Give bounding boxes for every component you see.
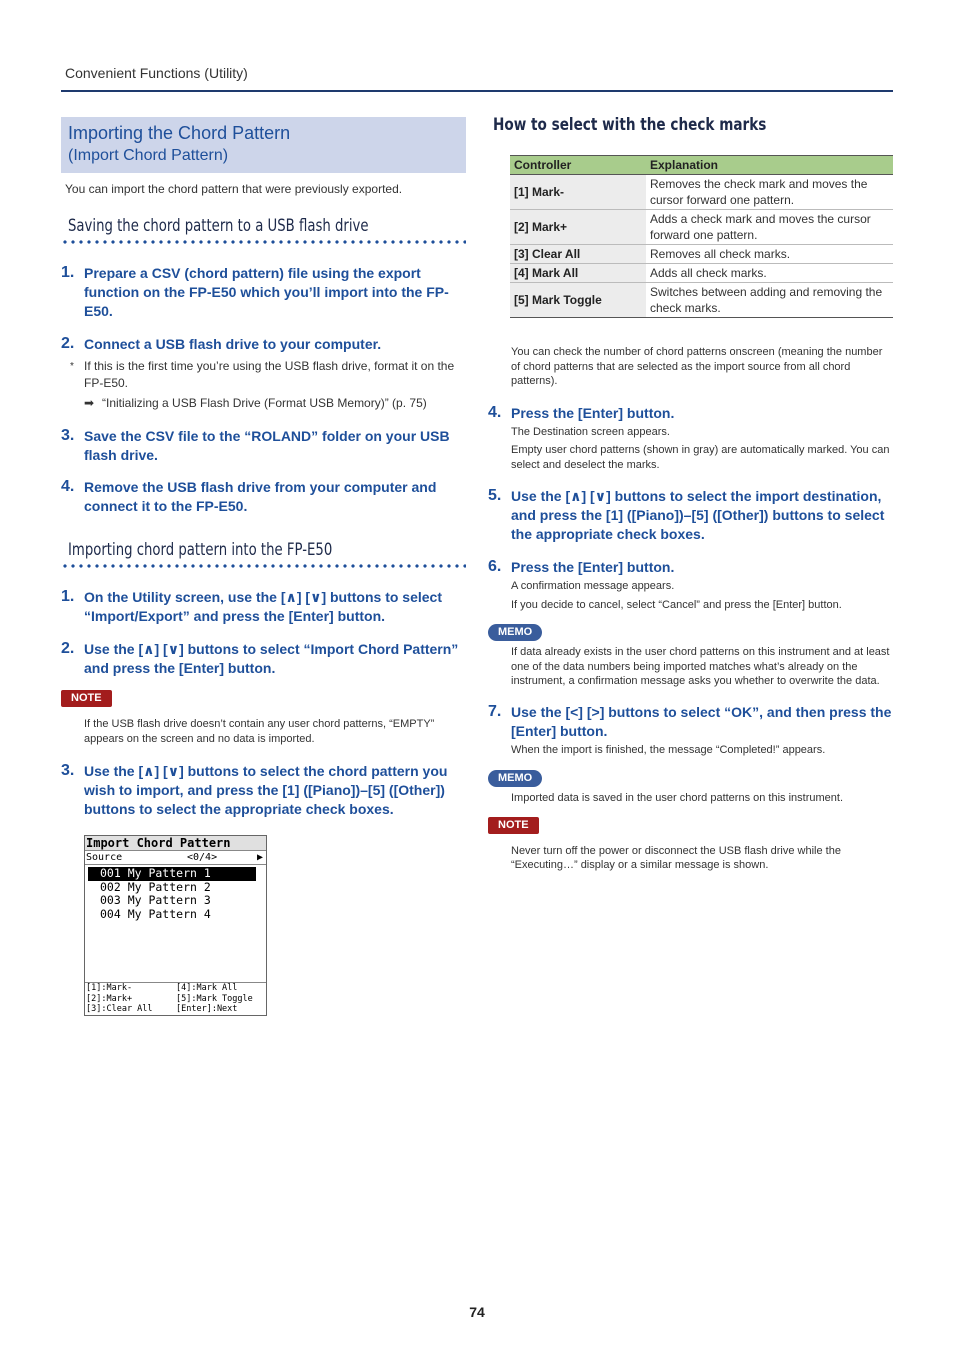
table-row xyxy=(510,264,893,283)
lcd-pattern-item: 001 My Pattern 1 xyxy=(88,867,256,881)
saving-step-2 xyxy=(61,335,466,354)
import-step-2 xyxy=(61,640,466,678)
step-text: Use the [<] [>] buttons to select “OK”, and then press the [Enter] button. xyxy=(511,703,892,739)
lcd-footer-item: [4]:Mark All xyxy=(176,983,238,993)
import-step-4 xyxy=(488,404,893,423)
table-cell-controller: [5] Mark Toggle xyxy=(510,283,646,318)
memo-text-1: If data already exists in the user chord patterns on this instrument and at least one of the data numbers being imported matches what’s already on the instrument, a confirmation message asks you whether to overwrite the data. xyxy=(511,646,890,687)
step-6-detail-1: A confirmation message appears. xyxy=(511,580,675,592)
step-number: 7. xyxy=(488,702,502,720)
table-header-row xyxy=(510,156,893,175)
controller-table xyxy=(510,155,893,318)
triangle-right-icon: ▶ xyxy=(256,852,263,863)
step-text: Use the [∧] [∨] buttons to select the chord pattern you wish to import, and press the [1] ([Piano])–[5] ([Other]) buttons to select the appropriate check boxes. xyxy=(84,763,448,817)
note-text-right: Never turn off the power or disconnect the USB flash drive while the “Executing…” display or a similar message is shown. xyxy=(511,844,841,871)
asterisk-mark: * xyxy=(70,361,74,372)
note-block-left xyxy=(61,688,466,707)
table-cell-controller: [3] Clear All xyxy=(510,245,646,264)
lcd-source-label: Source xyxy=(86,852,123,863)
lcd-footer-item: [5]:Mark Toggle xyxy=(176,993,253,1004)
step-number: 1. xyxy=(61,588,75,605)
step-number: 1. xyxy=(61,264,75,281)
import-step-5 xyxy=(488,487,893,544)
step-number: 5. xyxy=(488,487,502,504)
running-header: Convenient Functions (Utility) xyxy=(65,65,248,81)
page-number: 74 xyxy=(469,1304,485,1320)
memo-badge: MEMO xyxy=(488,770,542,787)
dotted-rule xyxy=(61,240,466,244)
format-bullet xyxy=(61,358,466,392)
step-number: 4. xyxy=(488,403,502,421)
step-text: Save the CSV file to the “ROLAND” folder on your USB flash drive. xyxy=(84,428,450,463)
step-text: Press the [Enter] button. xyxy=(511,404,675,421)
table-cell-explanation: Adds all check marks. xyxy=(646,264,893,283)
step-number: 3. xyxy=(61,762,75,779)
step-text: Connect a USB flash drive to your computer. xyxy=(84,336,382,352)
lcd-footer-item: [Enter]:Next xyxy=(176,1004,238,1014)
lcd-footer-item: [3]:Clear All xyxy=(86,1004,153,1014)
chapter-subtitle: (Import Chord Pattern) xyxy=(68,147,229,164)
table-cell-explanation: Removes the check mark and moves the cursor forward one pattern. xyxy=(646,175,893,210)
import-step-1 xyxy=(61,588,466,626)
section-title-check-marks: How to select with the check marks xyxy=(493,115,767,135)
note-text: If the USB flash drive doesn’t contain any user chord patterns, “EMPTY” appears on the screen and no data is imported. xyxy=(84,718,435,745)
step-text: Remove the USB flash drive from your computer and connect it to the FP-E50. xyxy=(84,479,437,514)
step-4-detail-1: The Destination screen appears. xyxy=(511,425,670,438)
lcd-screen xyxy=(84,835,267,1016)
note-badge: NOTE xyxy=(61,690,112,707)
table-cell-controller: [4] Mark All xyxy=(510,264,646,283)
table-note: You can check the number of chord patterns onscreen (meaning the number of chord patterns that are selected as the import source from all chord patterns). xyxy=(511,346,883,387)
table-cell-controller: [1] Mark- xyxy=(510,175,646,210)
note-block-right xyxy=(488,815,893,834)
note-badge: NOTE xyxy=(488,817,539,834)
lcd-source-row xyxy=(85,851,266,865)
section-title-importing: Importing chord pattern into the FP-E50 xyxy=(68,540,333,560)
step-number: 6. xyxy=(488,558,502,575)
import-step-6 xyxy=(488,558,893,577)
lcd-footer xyxy=(85,982,266,1014)
table-row xyxy=(510,245,893,264)
memo-block-1 xyxy=(488,622,893,641)
dotted-rule xyxy=(61,564,466,568)
import-step-3 xyxy=(61,762,466,819)
table-row xyxy=(510,175,893,210)
step-number: 4. xyxy=(61,478,75,495)
table-header-cell: Explanation xyxy=(646,156,893,175)
bullet-text: If this is the first time you’re using the USB flash drive, format it on the FP-E50. xyxy=(84,359,455,390)
left-column xyxy=(61,117,466,1016)
saving-step-4 xyxy=(61,478,466,516)
right-column xyxy=(488,115,893,873)
table-cell-explanation: Switches between adding and removing the check marks. xyxy=(646,283,893,318)
step-6-detail-2: If you decide to cancel, select “Cancel” and press the [Enter] button. xyxy=(511,598,842,611)
table-header-cell: Controller xyxy=(510,156,646,175)
lcd-pattern-item: 003 My Pattern 3 xyxy=(100,893,211,907)
chapter-title: Importing the Chord Pattern xyxy=(68,123,291,143)
saving-section-header xyxy=(61,216,466,244)
importing-section-header xyxy=(61,540,466,568)
lcd-count: <0/4> xyxy=(187,852,218,863)
step-text: Press the [Enter] button. xyxy=(511,559,675,575)
step-text: Prepare a CSV (chord pattern) file using the export function on the FP-E50 which you’ll import into the FP-E50. xyxy=(84,265,449,319)
lcd-pattern-item: 002 My Pattern 2 xyxy=(100,879,211,894)
lcd-pattern-list xyxy=(88,867,256,921)
lcd-pattern-item: 004 My Pattern 4 xyxy=(100,906,211,921)
table-cell-controller: [2] Mark+ xyxy=(510,210,646,245)
step-number: 2. xyxy=(61,640,75,657)
step-7-detail: When the import is finished, the message “Completed!” appears. xyxy=(511,743,826,756)
memo-block-2 xyxy=(488,768,893,787)
chapter-title-box xyxy=(61,117,466,173)
saving-step-1 xyxy=(61,264,466,321)
saving-step-3 xyxy=(61,427,466,465)
lcd-footer-item: [2]:Mark+ xyxy=(86,993,133,1004)
page-reference xyxy=(61,395,466,412)
memo-badge: MEMO xyxy=(488,624,542,641)
table-cell-explanation: Adds a check mark and moves the cursor forward one pattern. xyxy=(646,210,893,245)
table-row xyxy=(510,210,893,245)
lcd-footer-item: [1]:Mark- xyxy=(86,983,133,993)
section-title-saving: Saving the chord pattern to a USB flash drive xyxy=(68,216,369,236)
step-text: On the Utility screen, use the [∧] [∨] buttons to select “Import/Export” and press the [Enter] button. xyxy=(84,589,442,624)
intro-text: You can import the chord pattern that were previously exported. xyxy=(65,182,403,196)
table-cell-explanation: Removes all check marks. xyxy=(646,245,893,264)
step-number: 2. xyxy=(61,335,75,352)
table-row xyxy=(510,283,893,318)
step-text: Use the [∧] [∨] buttons to select the import destination, and press the [1] ([Piano])–[5] ([Other]) buttons to select the appropriate check boxes. xyxy=(511,488,885,542)
header-rule xyxy=(61,90,893,92)
lcd-title: Import Chord Pattern xyxy=(85,836,266,851)
memo-text-2: Imported data is saved in the user chord patterns on this instrument. xyxy=(511,792,844,804)
arrow-right-icon: ➡ xyxy=(84,396,95,410)
import-step-7 xyxy=(488,703,893,741)
step-number: 3. xyxy=(61,427,75,444)
reference-link[interactable]: “Initializing a USB Flash Drive (Format USB Memory)” (p. 75) xyxy=(102,396,427,410)
step-text: Use the [∧] [∨] buttons to select “Import Chord Pattern” and press the [Enter] button. xyxy=(84,641,459,676)
step-4-detail-2: Empty user chord patterns (shown in gray) are automatically marked. You can select and deselect the marks. xyxy=(511,444,890,471)
